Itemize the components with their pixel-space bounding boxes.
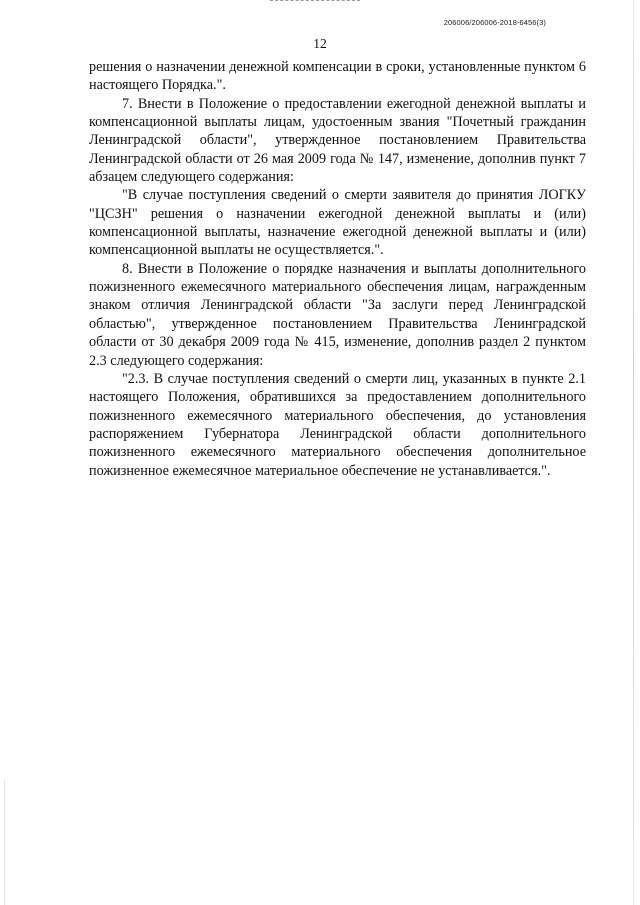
page-number: 12 [313, 36, 327, 51]
paragraph-continuation: решения о назначении денежной компенсации в сроки, установленные пунктом 6 настоящего Порядка.". [89, 59, 586, 94]
scan-top-marks [270, 0, 360, 4]
paragraph-item-7-quote: "В случае поступления сведений о смерти заявителя до принятия ЛОГКУ "ЦСЗН" решения о назначении ежегодной денежной выплаты и (или) компенсационной выплаты, назначение ежегодной денежной выплаты и (или) компенсационной выплаты не осуществляется.". [89, 187, 586, 259]
paragraph-item-8-quote: "2.3. В случае поступления сведений о смерти лиц, указанных в пункте 2.1 настоящего Положения, обратившихся за предоставлением дополнительного пожизненного ежемесячного материального обеспечения, до установления распоряжением Губернатора Ленинградской области дополнительного пожизненного ежемесячного материального обеспечения дополнительное пожизненное ежемесячное материальное обеспечение не устанавливается.". [89, 370, 586, 479]
document-body [89, 58, 586, 480]
document-registration-number: 206006/206006-2018-6456(3) [443, 18, 546, 27]
paragraph-item-8: 8. Внести в Положение о порядке назначения и выплаты дополнительного пожизненного ежемесячного материального обеспечения лицам, награжденным знаком отличия Ленинградской области "За заслуги перед Ленинградской областью", утвержденное постановлением Правительства Ленинградской области от 30 декабря 2009 года № 415, изменение, дополнив раздел 2 пунктом 2.3 следующего содержания: [89, 260, 586, 369]
scan-edge-left [4, 780, 5, 905]
paragraph-item-7: 7. Внести в Положение о предоставлении ежегодной денежной выплаты и компенсационной выплаты лицам, удостоенным звания "Почетный гражданин Ленинградской области", утвержденное постановлением Правительства Ленинградской области от 26 мая 2009 года № 147, изменение, дополнив пункт 7 абзацем следующего содержания: [89, 95, 586, 186]
scan-edge-right [633, 0, 634, 905]
